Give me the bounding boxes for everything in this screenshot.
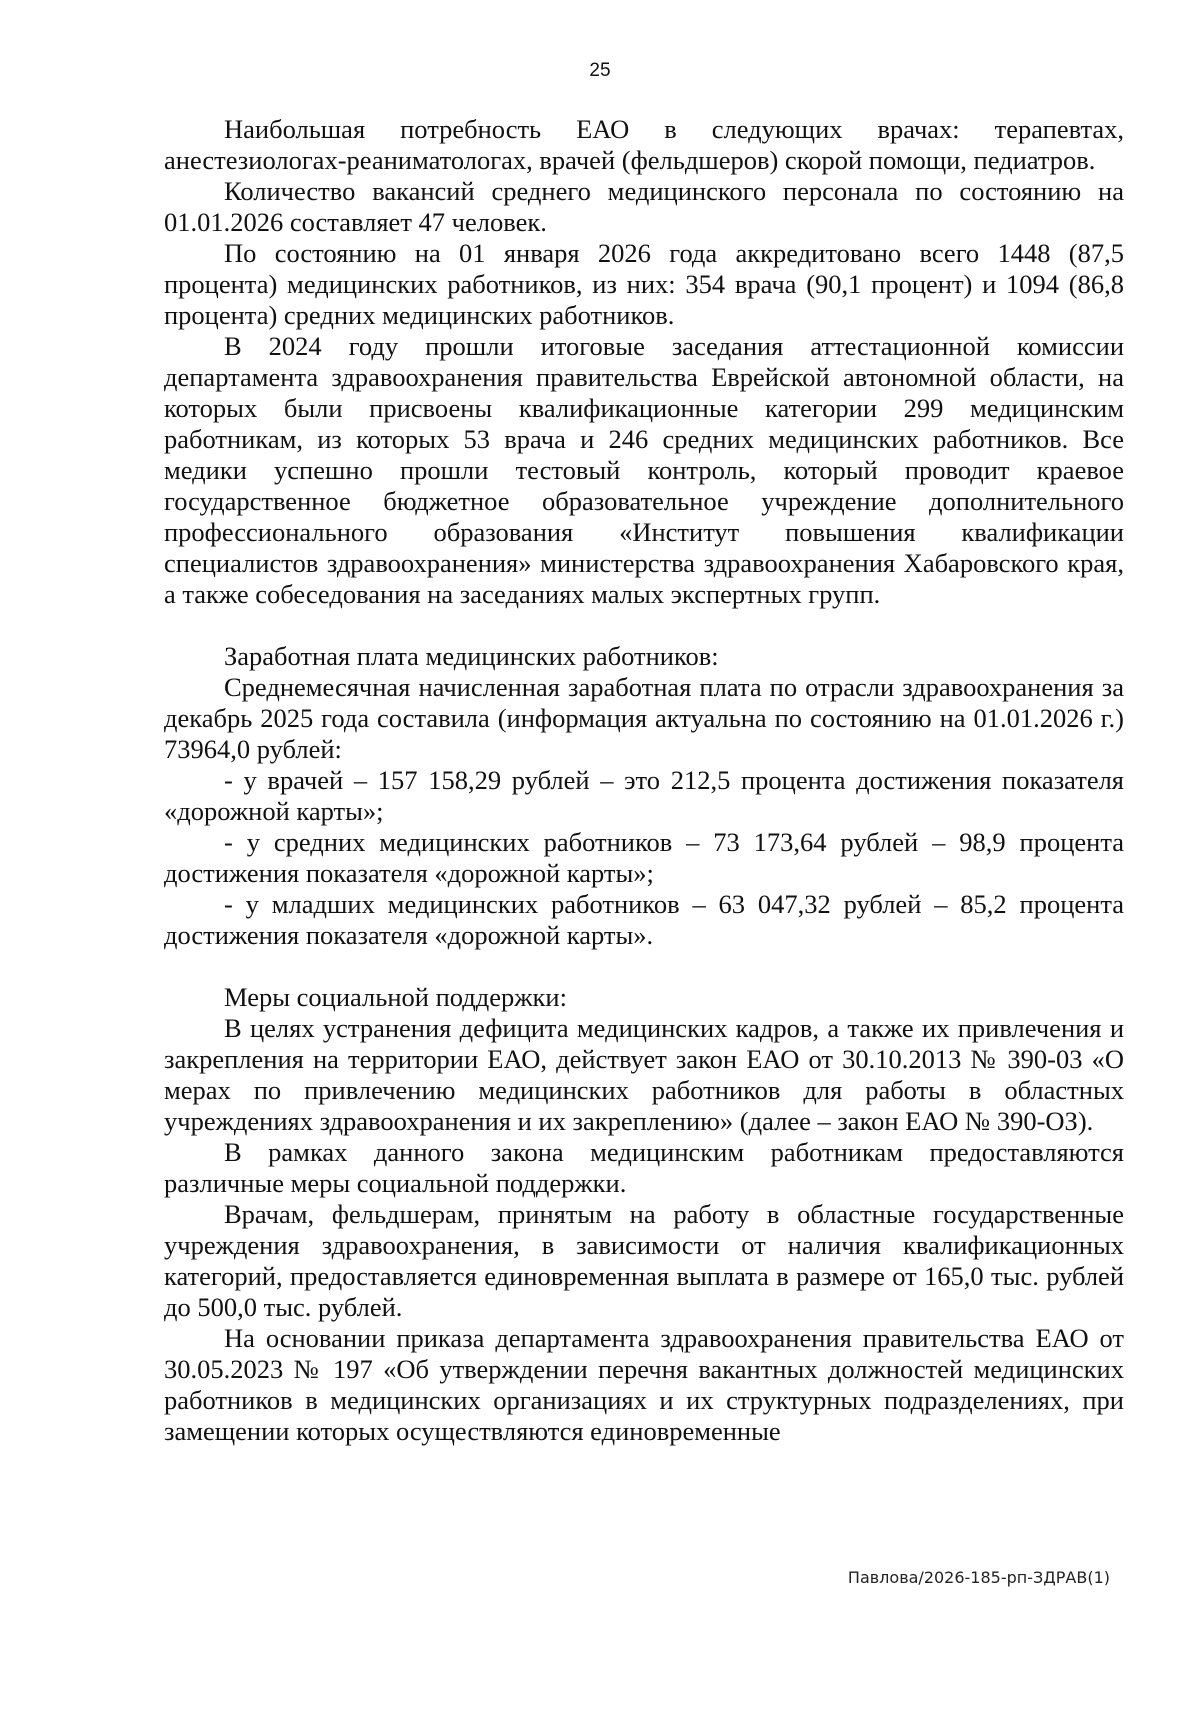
document-body bbox=[164, 114, 1124, 1447]
paragraph-attestation: В 2024 году прошли итоговые заседания аттестационной комиссии департамента здравоохранения правительства Еврейской автономной области, на которых были присвоены квалификационные категории 299 медицинским работникам, из которых 53 врача и 246 средних медицинских работников. Все медики успешно прошли тестовый контроль, который проводит краевое государственное бюджетное образовательное учреждение дополнительного профессионального образования «Институт повышения квалификации специалистов здравоохранения» министерства здравоохранения Хабаровского края, а также собеседования на заседаниях малых экспертных групп. bbox=[164, 331, 1124, 609]
paragraph-nurse-vacancies: Количество вакансий среднего медицинского персонала по состоянию на 01.01.2026 составляет 47 человек. bbox=[164, 176, 1124, 237]
list-item-mid-level-salary: - у средних медицинских работников – 73 173,64 рублей – 98,9 процента достижения показателя «дорожной карты»; bbox=[164, 827, 1124, 888]
list-item-junior-salary: - у младших медицинских работников – 63 047,32 рублей – 85,2 процента достижения показателя «дорожной карты». bbox=[164, 889, 1124, 950]
page-number: 25 bbox=[589, 60, 611, 81]
paragraph-average-salary: Среднемесячная начисленная заработная плата по отрасли здравоохранения за декабрь 2025 года составила (информация актуальна по состоянию на 01.01.2026 г.) 73964,0 рублей: bbox=[164, 672, 1124, 764]
paragraph-law-390: В целях устранения дефицита медицинских кадров, а также их привлечения и закрепления на территории ЕАО, действует закон ЕАО от 30.10.2013 № 390-03 «О мерах по привлечению медицинских работников для работы в областных учреждениях здравоохранения и их закреплению» (далее – закон ЕАО № 390-ОЗ). bbox=[164, 1013, 1124, 1136]
paragraph-accreditation: По состоянию на 01 января 2026 года аккредитовано всего 1448 (87,5 процента) медицинских работников, из них: 354 врача (90,1 процент) и 1094 (86,8 процента) средних медицинских работников. bbox=[164, 238, 1124, 330]
document-footer-id: Павлова/2026-185-рп-ЗДРАВ(1) bbox=[847, 1568, 1110, 1587]
paragraph-one-time-payment: Врачам, фельдшерам, принятым на работу в областные государственные учреждения здравоохранения, в зависимости от наличия квалификационных категорий, предоставляется единовременная выплата в размере от 165,0 тыс. рублей до 500,0 тыс. рублей. bbox=[164, 1199, 1124, 1322]
section-heading-salary: Заработная плата медицинских работников: bbox=[224, 641, 719, 671]
paragraph-doctor-shortage: Наибольшая потребность ЕАО в следующих врачах: терапевтах, анестезиологах-реаниматологах, врачей (фельдшеров) скорой помощи, педиатров. bbox=[164, 114, 1124, 175]
paragraph-support-measures: В рамках данного закона медицинским работникам предоставляются различные меры социальной поддержки. bbox=[164, 1137, 1124, 1198]
paragraph-order-197: На основании приказа департамента здравоохранения правительства ЕАО от 30.05.2023 № 197 «Об утверждении перечня вакантных должностей медицинских работников в медицинских организациях и их структурных подразделениях, при замещении которых осуществляются единовременные bbox=[164, 1323, 1124, 1446]
section-heading-social-support: Меры социальной поддержки: bbox=[224, 982, 567, 1012]
list-item-doctors-salary: - у врачей – 157 158,29 рублей – это 212,5 процента достижения показателя «дорожной карты»; bbox=[164, 765, 1124, 826]
